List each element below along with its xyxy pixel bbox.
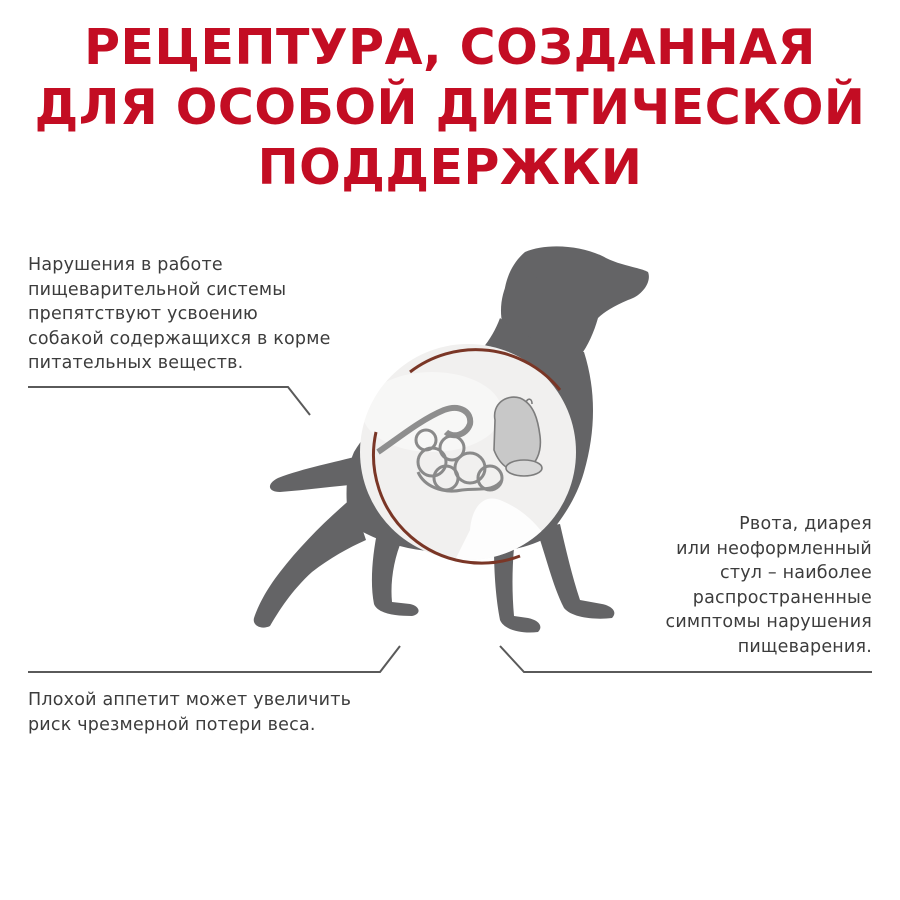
leader-line-absorption	[28, 387, 310, 415]
callout-line: симптомы нарушения	[665, 612, 872, 632]
headline-line: РЕЦЕПТУРА, СОЗДАННАЯ	[84, 19, 816, 76]
callout-line: риск чрезмерной потери веса.	[28, 714, 316, 735]
callout-line: пищеварения.	[737, 636, 872, 657]
callout-line: собакой содержащихся в корме	[28, 328, 331, 349]
leader-line-appetite	[28, 646, 400, 672]
callout-line: препятствуют усвоению	[28, 304, 258, 324]
callout-line: или неоформленный	[676, 538, 872, 559]
callout-line: питательных веществ.	[28, 353, 244, 373]
callout-line: Плохой аппетит может увеличить	[28, 690, 352, 710]
callout-line: Рвота, диарея	[739, 514, 872, 534]
headline-line: ПОДДЕРЖКИ	[257, 139, 643, 196]
callout-line: пищеварительной системы	[28, 279, 287, 300]
callout-absorption	[28, 253, 331, 376]
callout-line: Нарушения в работе	[28, 255, 223, 275]
callout-line: распространенные	[692, 587, 872, 608]
callout-symptoms	[666, 512, 872, 659]
headline-line: ДЛЯ ОСОБОЙ ДИЕТИЧЕСКОЙ	[34, 79, 866, 136]
callout-appetite	[28, 688, 351, 737]
callout-line: стул – наиболее	[720, 563, 872, 583]
